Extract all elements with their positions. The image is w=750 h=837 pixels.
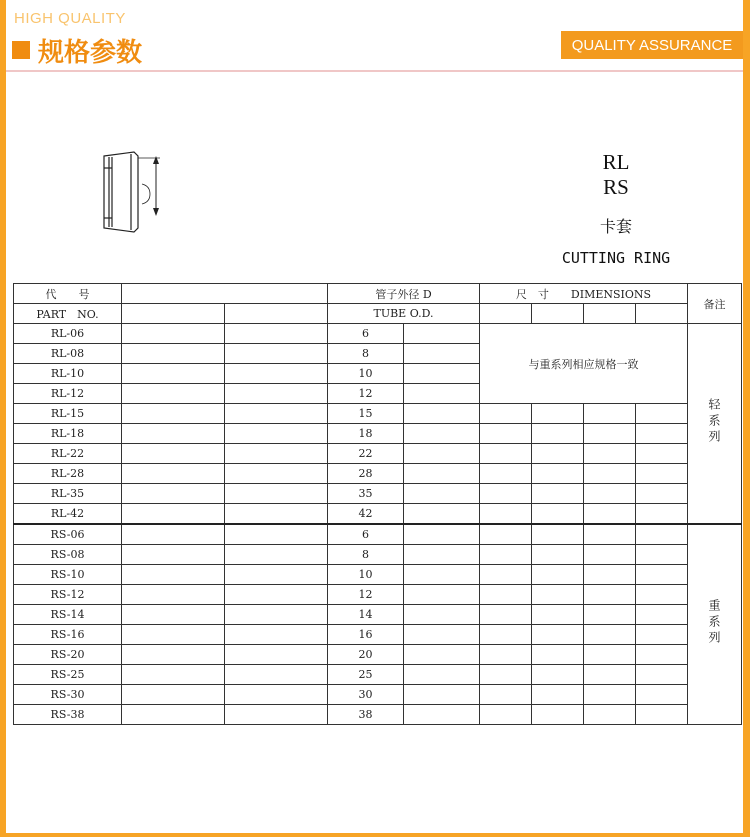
merged-dimension-note: 与重系列相应规格一致 — [480, 324, 688, 404]
blank-cell — [122, 364, 225, 384]
table-row — [14, 404, 742, 424]
dimension-cell — [636, 545, 688, 565]
dimension-cell — [584, 565, 636, 585]
dimension-cell — [636, 585, 688, 605]
dimension-cell — [480, 645, 532, 665]
dimension-cell — [636, 404, 688, 424]
dimension-subheader-cell — [584, 304, 636, 324]
part-no-cell: RL-22 — [14, 444, 122, 464]
tube-od-cell: 8 — [328, 344, 404, 364]
table-row — [14, 324, 742, 344]
dimension-cell — [532, 524, 584, 545]
blank-cell — [404, 645, 480, 665]
blank-cell — [122, 625, 225, 645]
dimension-cell — [636, 705, 688, 725]
table-subheader-row — [14, 304, 742, 324]
blank-cell — [122, 585, 225, 605]
blank-cell — [404, 464, 480, 484]
product-info — [546, 150, 686, 267]
blank-cell — [225, 705, 328, 725]
dimension-cell — [584, 685, 636, 705]
table-row — [14, 645, 742, 665]
part-no-cell: RL-35 — [14, 484, 122, 504]
dimension-cell — [532, 605, 584, 625]
light-series-remark-text: 轻系列 — [707, 398, 721, 446]
blank-cell — [225, 504, 328, 525]
blank-cell — [122, 524, 225, 545]
dimension-cell — [636, 484, 688, 504]
part-no-cell: RS-30 — [14, 685, 122, 705]
dimension-cell — [584, 464, 636, 484]
dimension-cell — [532, 404, 584, 424]
dimension-cell — [636, 504, 688, 525]
dimension-cell — [636, 565, 688, 585]
part-no-cell: RL-42 — [14, 504, 122, 525]
part-no-cell: RL-06 — [14, 324, 122, 344]
part-no-cell: RL-28 — [14, 464, 122, 484]
dimension-subheader-cell — [636, 304, 688, 324]
blank-cell — [225, 364, 328, 384]
dimension-cell — [584, 665, 636, 685]
page — [6, 0, 743, 833]
heavy-series-remark — [688, 524, 742, 725]
blank-cell — [225, 545, 328, 565]
tube-od-cell: 28 — [328, 464, 404, 484]
blank-cell — [122, 424, 225, 444]
dimension-cell — [584, 484, 636, 504]
blank-header-cell — [225, 304, 328, 324]
part-no-cell: RS-10 — [14, 565, 122, 585]
part-no-header-cn: 代 号 — [14, 284, 122, 304]
table-row — [14, 504, 742, 525]
tube-od-cell: 16 — [328, 625, 404, 645]
dimension-cell — [480, 665, 532, 685]
dimension-cell — [532, 625, 584, 645]
dimension-cell — [480, 585, 532, 605]
dimension-cell — [480, 404, 532, 424]
blank-cell — [225, 625, 328, 645]
blank-cell — [122, 404, 225, 424]
dimension-cell — [584, 705, 636, 725]
dimension-cell — [584, 444, 636, 464]
dimension-cell — [532, 484, 584, 504]
part-no-cell: RL-18 — [14, 424, 122, 444]
tube-od-cell: 10 — [328, 364, 404, 384]
dimension-cell — [584, 424, 636, 444]
table-row — [14, 605, 742, 625]
table-row — [14, 585, 742, 605]
table-header-row — [14, 284, 742, 304]
blank-cell — [404, 424, 480, 444]
dimension-cell — [532, 504, 584, 525]
table-row — [14, 685, 742, 705]
blank-cell — [122, 504, 225, 525]
blank-cell — [225, 404, 328, 424]
dimension-cell — [636, 464, 688, 484]
square-bullet-icon — [12, 41, 30, 59]
blank-cell — [225, 685, 328, 705]
product-code-rl: RL — [602, 150, 630, 174]
header-divider — [6, 70, 743, 72]
dimension-cell — [636, 645, 688, 665]
dimension-cell — [584, 404, 636, 424]
blank-cell — [122, 344, 225, 364]
part-no-cell: RS-14 — [14, 605, 122, 625]
dimension-cell — [636, 625, 688, 645]
dimension-cell — [636, 605, 688, 625]
table-row — [14, 524, 742, 545]
blank-cell — [122, 705, 225, 725]
blank-cell — [404, 625, 480, 645]
part-no-cell: RS-12 — [14, 585, 122, 605]
part-no-cell: RL-08 — [14, 344, 122, 364]
tube-od-cell: 20 — [328, 645, 404, 665]
blank-cell — [404, 344, 480, 364]
dimension-cell — [480, 464, 532, 484]
dimension-subheader-cell — [532, 304, 584, 324]
blank-cell — [225, 424, 328, 444]
blank-cell — [404, 565, 480, 585]
dimension-cell — [636, 524, 688, 545]
dimension-cell — [584, 504, 636, 525]
dimension-cell — [532, 665, 584, 685]
blank-cell — [225, 645, 328, 665]
dimension-cell — [480, 424, 532, 444]
product-code-rs: RS — [603, 175, 629, 199]
tube-od-cell: 12 — [328, 384, 404, 404]
blank-cell — [225, 464, 328, 484]
blank-cell — [404, 364, 480, 384]
cutting-ring-drawing-icon — [94, 148, 174, 234]
header-top-label: HIGH QUALITY — [14, 10, 126, 27]
product-name-en: CUTTING RING — [561, 249, 671, 267]
blank-cell — [225, 565, 328, 585]
part-no-cell: RS-06 — [14, 524, 122, 545]
tube-od-cell: 6 — [328, 524, 404, 545]
blank-cell — [122, 384, 225, 404]
blank-cell — [122, 605, 225, 625]
dimension-cell — [584, 605, 636, 625]
dimension-cell — [636, 424, 688, 444]
blank-cell — [404, 605, 480, 625]
dimension-cell — [532, 545, 584, 565]
dimension-cell — [480, 625, 532, 645]
part-no-cell: RL-10 — [14, 364, 122, 384]
tube-od-cell: 10 — [328, 565, 404, 585]
blank-cell — [122, 444, 225, 464]
blank-cell — [404, 384, 480, 404]
blank-cell — [404, 665, 480, 685]
table-row — [14, 545, 742, 565]
blank-cell — [122, 565, 225, 585]
dimension-cell — [532, 645, 584, 665]
blank-cell — [225, 605, 328, 625]
dimension-cell — [480, 605, 532, 625]
tube-od-cell: 30 — [328, 685, 404, 705]
part-no-cell: RS-38 — [14, 705, 122, 725]
table-row — [14, 424, 742, 444]
tube-od-header-en: TUBE O.D. — [328, 304, 480, 324]
dimensions-header: 尺 寸 DIMENSIONS — [480, 284, 688, 304]
dimension-cell — [480, 565, 532, 585]
blank-cell — [225, 665, 328, 685]
light-series-remark — [688, 324, 742, 525]
table-row — [14, 464, 742, 484]
blank-cell — [404, 685, 480, 705]
dimension-cell — [480, 685, 532, 705]
tube-od-cell: 8 — [328, 545, 404, 565]
dimension-cell — [584, 585, 636, 605]
blank-cell — [404, 444, 480, 464]
blank-cell — [122, 464, 225, 484]
spec-table — [13, 283, 742, 725]
dimension-cell — [636, 665, 688, 685]
tube-od-cell: 6 — [328, 324, 404, 344]
dimension-cell — [480, 705, 532, 725]
part-no-cell: RS-25 — [14, 665, 122, 685]
tube-od-cell: 14 — [328, 605, 404, 625]
dimension-cell — [584, 645, 636, 665]
blank-cell — [404, 484, 480, 504]
blank-cell — [404, 524, 480, 545]
table-row — [14, 665, 742, 685]
dimension-cell — [480, 504, 532, 525]
blank-cell — [122, 545, 225, 565]
table-row — [14, 625, 742, 645]
dimension-cell — [584, 545, 636, 565]
part-no-cell: RL-12 — [14, 384, 122, 404]
table-row — [14, 444, 742, 464]
blank-cell — [225, 324, 328, 344]
blank-cell — [122, 324, 225, 344]
dimension-subheader-cell — [480, 304, 532, 324]
section-title — [12, 30, 142, 70]
tube-od-cell: 18 — [328, 424, 404, 444]
blank-cell — [225, 524, 328, 545]
dimension-cell — [532, 685, 584, 705]
product-name-cn: 卡套 — [599, 217, 632, 236]
part-no-header-en: PART NO. — [14, 304, 122, 324]
dimension-cell — [532, 585, 584, 605]
blank-cell — [122, 484, 225, 504]
dimension-cell — [480, 545, 532, 565]
blank-cell — [404, 404, 480, 424]
blank-cell — [225, 484, 328, 504]
blank-cell — [404, 585, 480, 605]
remarks-header: 备注 — [688, 284, 742, 324]
quality-assurance-badge: QUALITY ASSURANCE — [561, 31, 743, 59]
blank-cell — [122, 645, 225, 665]
tube-od-cell: 25 — [328, 665, 404, 685]
dimension-cell — [636, 444, 688, 464]
part-no-cell: RS-08 — [14, 545, 122, 565]
dimension-cell — [532, 464, 584, 484]
dimension-cell — [532, 424, 584, 444]
blank-cell — [122, 685, 225, 705]
part-no-cell: RS-20 — [14, 645, 122, 665]
dimension-cell — [584, 524, 636, 545]
blank-cell — [225, 344, 328, 364]
blank-cell — [225, 585, 328, 605]
table-row — [14, 705, 742, 725]
dimension-cell — [532, 705, 584, 725]
dimension-cell — [480, 444, 532, 464]
blank-header-cell — [122, 284, 328, 304]
table-row — [14, 565, 742, 585]
blank-cell — [404, 504, 480, 525]
blank-cell — [404, 705, 480, 725]
heavy-series-remark-text: 重系列 — [707, 599, 721, 647]
blank-cell — [225, 384, 328, 404]
part-no-cell: RL-15 — [14, 404, 122, 424]
tube-od-cell: 35 — [328, 484, 404, 504]
section-title-text: 规格参数 — [38, 37, 143, 68]
dimension-cell — [532, 565, 584, 585]
tube-od-cell: 12 — [328, 585, 404, 605]
tube-od-cell: 15 — [328, 404, 404, 424]
tube-od-header-cn: 管子外径 D — [328, 284, 480, 304]
part-no-cell: RS-16 — [14, 625, 122, 645]
dimension-cell — [636, 685, 688, 705]
blank-cell — [404, 324, 480, 344]
dimension-cell — [584, 625, 636, 645]
dimension-cell — [532, 444, 584, 464]
tube-od-cell: 38 — [328, 705, 404, 725]
blank-cell — [122, 665, 225, 685]
dimension-cell — [480, 484, 532, 504]
table-row — [14, 484, 742, 504]
dimension-cell — [480, 524, 532, 545]
tube-od-cell: 42 — [328, 504, 404, 525]
blank-cell — [404, 545, 480, 565]
tube-od-cell: 22 — [328, 444, 404, 464]
blank-header-cell — [122, 304, 225, 324]
blank-cell — [225, 444, 328, 464]
